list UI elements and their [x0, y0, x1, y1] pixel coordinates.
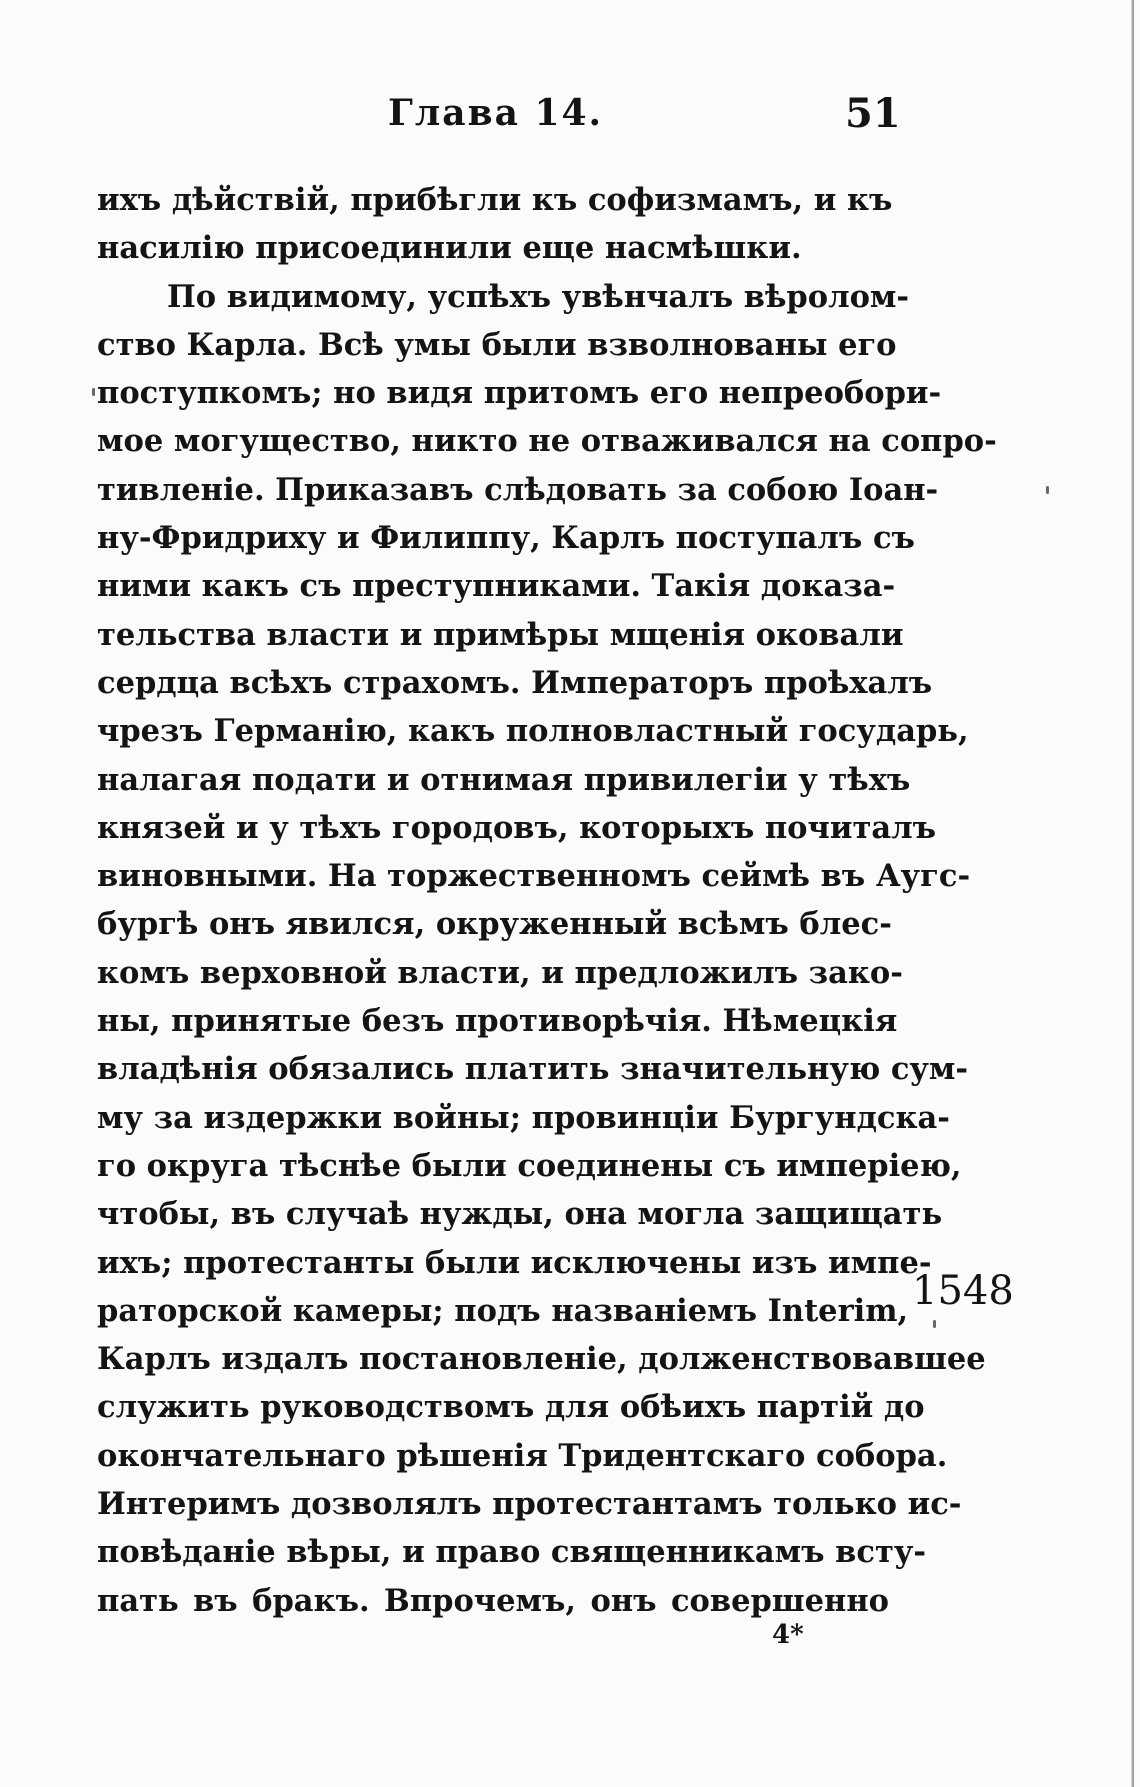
text-line: раторской камеры; подъ названіемъ Interim,	[97, 1292, 909, 1329]
text-line: налагая подати и отнимая привилегіи у тѣхъ	[97, 761, 911, 798]
ink-speck	[1046, 486, 1049, 494]
text-line: ну-Фридриху и Филиппу, Карлъ поступалъ съ	[97, 520, 915, 557]
text-line: Интеримъ дозволялъ протестантамъ только ис-	[97, 1486, 962, 1523]
text-line: ны, принятые безъ противорѣчія. Нѣмецкія	[97, 1003, 898, 1040]
ink-speck	[933, 1320, 936, 1328]
text-line: виновными. На торжественномъ сеймѣ въ Аугс-	[97, 858, 971, 895]
page-number: 51	[845, 90, 901, 137]
text-line: комъ верховной власти, и предложилъ зако-	[97, 954, 903, 991]
text-line: владѣнія обязались платить значительную сум-	[97, 1051, 969, 1088]
margin-year-note: 1548	[912, 1268, 1014, 1314]
signature-mark: 4*	[772, 1620, 804, 1650]
text-line: бургѣ онъ явился, окруженный всѣмъ блес-	[97, 906, 892, 943]
text-line: служить руководствомъ для обѣихъ партій до	[97, 1389, 925, 1426]
chapter-heading: Глава 14.	[388, 92, 604, 134]
text-line: пать въ бракъ. Впрочемъ, онъ совершенно	[97, 1582, 889, 1619]
page-edge	[1131, 0, 1134, 1787]
text-line: мое могущество, никто не отваживался на сопро-	[97, 423, 997, 460]
text-line: повѣданіе вѣры, и право священникамъ всту-	[97, 1534, 927, 1571]
text-line: чтобы, въ случаѣ нужды, она могла защищать	[97, 1196, 943, 1233]
text-line: Карлъ издалъ постановленіе, долженствовавшее	[97, 1341, 986, 1378]
text-line: чрезъ Германію, какъ полновластный государь,	[97, 713, 969, 750]
text-line: го округа тѣснѣе были соединены съ имперіею,	[97, 1147, 962, 1184]
text-line: окончательнаго рѣшенія Тридентскаго собора.	[97, 1437, 948, 1474]
ink-speck	[92, 388, 95, 396]
text-line: му за издержки войны; провинціи Бургундска-	[97, 1099, 950, 1136]
text-line: ство Карла. Всѣ умы были взволнованы его	[97, 326, 897, 363]
text-line: сердца всѣхъ страхомъ. Императоръ проѣхалъ	[97, 664, 933, 701]
text-line: ихъ дѣйствій, прибѣгли къ софизмамъ, и къ	[97, 182, 893, 218]
text-line: поступкомъ; но видя притомъ его непреобори-	[97, 375, 942, 412]
text-line: тивленіе. Приказавъ слѣдовать за собою Іоан-	[97, 471, 939, 508]
text-line: ихъ; протестанты были исключены изъ импе-	[97, 1244, 932, 1281]
text-line: По видимому, успѣхъ увѣнчалъ вѣролом-	[167, 278, 910, 315]
text-line: насилію присоединили еще насмѣшки.	[97, 230, 802, 267]
text-line: ними какъ съ преступниками. Такія доказа-	[97, 568, 896, 605]
text-line: князей и у тѣхъ городовъ, которыхъ почиталъ	[97, 809, 937, 846]
text-line: тельства власти и примѣры мщенія оковали	[97, 616, 904, 653]
